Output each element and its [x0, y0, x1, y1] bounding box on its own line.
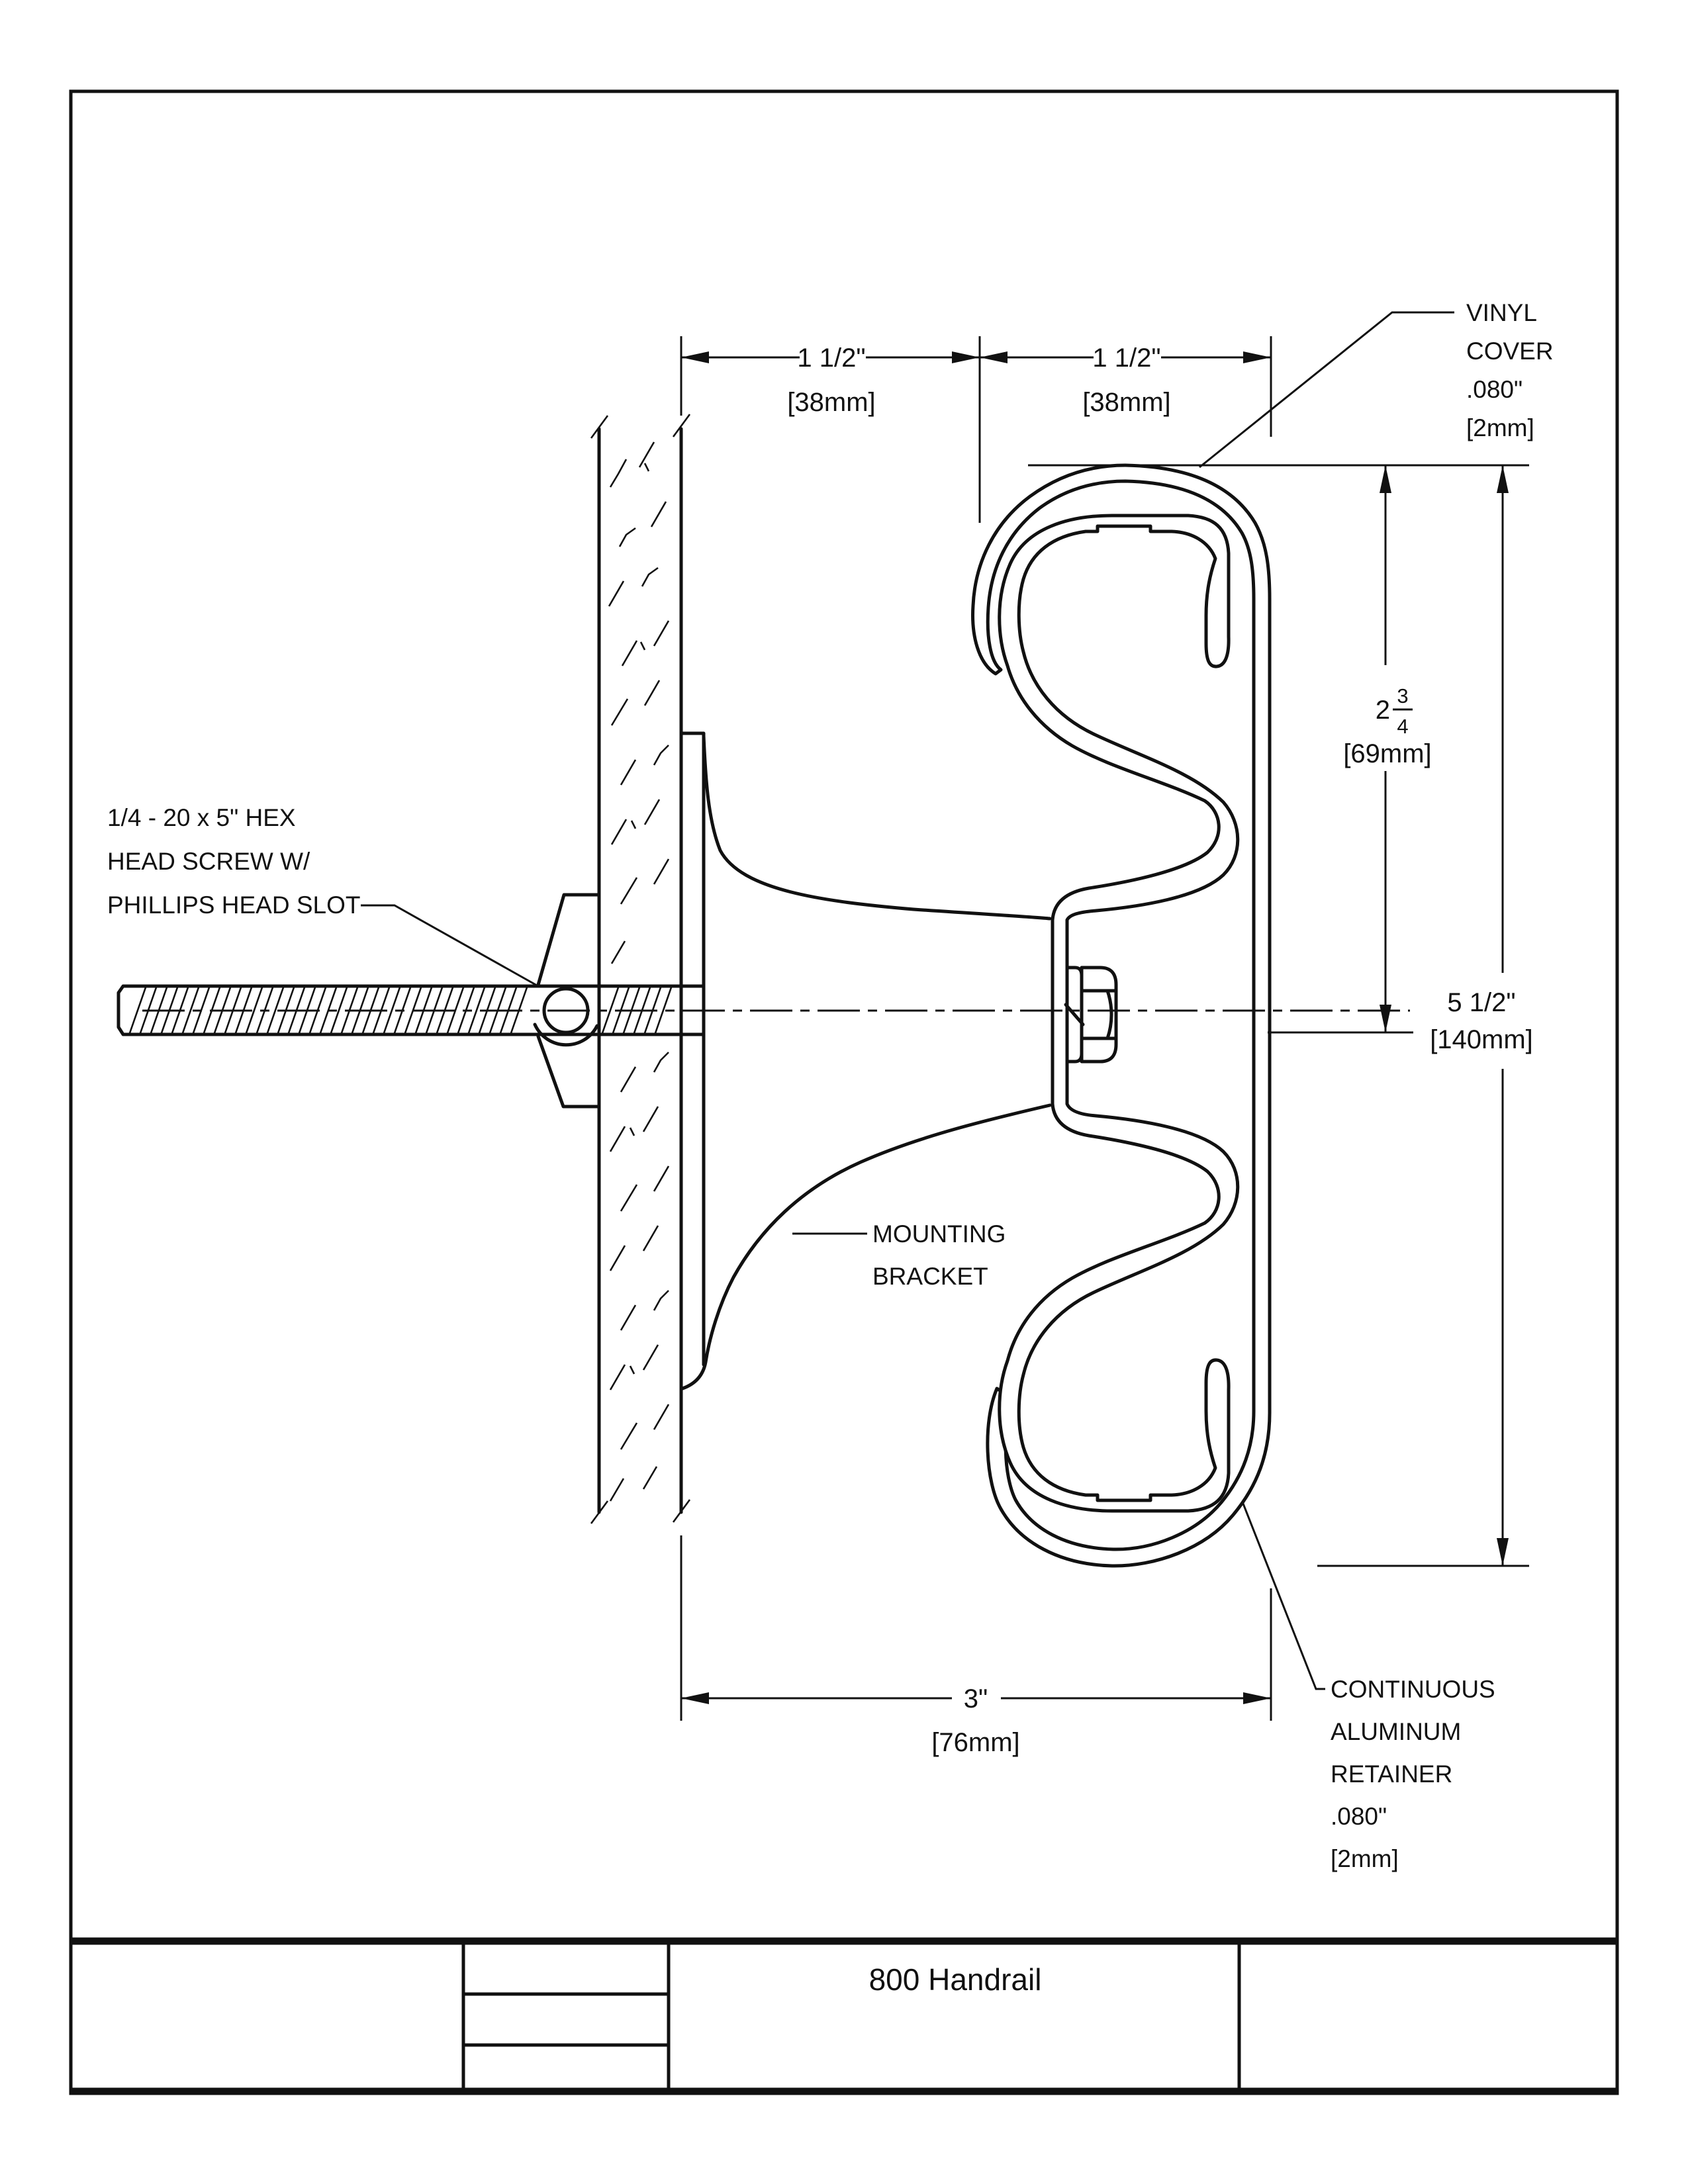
dim-bottom-width-metric: [76mm] — [931, 1728, 1020, 1757]
dim-overall-height-metric: [140mm] — [1430, 1025, 1533, 1054]
dim-arrow — [681, 351, 709, 363]
label-line: ALUMINUM — [1331, 1718, 1462, 1745]
wall-section — [591, 414, 690, 1524]
leader-vinyl-cover — [1199, 312, 1454, 467]
dim-top-left-metric: [38mm] — [787, 388, 876, 417]
dim-center-height-numerator: 3 — [1397, 684, 1409, 707]
dim-arrow — [980, 351, 1008, 363]
dim-arrow — [1497, 1538, 1509, 1566]
dim-center-height-whole: 2 — [1375, 696, 1390, 725]
drawing-title: 800 Handrail — [868, 1962, 1042, 1997]
mounting-bracket — [681, 733, 1050, 1388]
label-line: RETAINER — [1331, 1760, 1453, 1788]
label-line: BRACKET — [872, 1263, 988, 1290]
aluminum-retainer-profile — [1000, 516, 1238, 1511]
dim-overall-height-value: 5 1/2" — [1447, 988, 1516, 1017]
label-line: VINYL — [1466, 299, 1537, 326]
dim-center-height-denominator: 4 — [1397, 715, 1409, 738]
dim-arrow — [1380, 1005, 1391, 1032]
leader-aluminum-retainer — [1243, 1504, 1325, 1689]
dim-arrow — [1243, 1692, 1271, 1704]
hex-screw — [118, 895, 704, 1107]
labels — [107, 299, 1554, 1872]
dim-top-left-value: 1 1/2" — [797, 343, 866, 373]
bracket-base-plate — [681, 733, 704, 1365]
label-line: .080" — [1331, 1803, 1387, 1830]
dim-top-right-metric: [38mm] — [1082, 388, 1171, 417]
toggle-wing-anchor — [535, 895, 598, 1107]
dim-bottom-width-value: 3" — [963, 1684, 988, 1713]
leader-lines — [361, 312, 1454, 1689]
label-line: [2mm] — [1466, 414, 1534, 441]
label-line: CONTINUOUS — [1331, 1676, 1495, 1703]
leader-hex-screw — [361, 905, 538, 986]
label-aluminum-retainer — [1331, 1676, 1495, 1872]
label-mounting-bracket — [872, 1220, 1006, 1290]
dim-arrow — [681, 1692, 709, 1704]
hex-nut-assembly — [1066, 968, 1116, 1062]
bracket-top-flare — [704, 736, 1050, 919]
dim-arrow — [1243, 351, 1271, 363]
dim-arrow — [1497, 465, 1509, 493]
label-line: HEAD SCREW W/ — [107, 848, 310, 875]
dim-center-height-metric: [69mm] — [1343, 739, 1432, 768]
label-line: [2mm] — [1331, 1845, 1399, 1872]
wall-hatch-marks — [609, 442, 669, 1501]
label-line: .080" — [1466, 376, 1523, 403]
label-line: 1/4 - 20 x 5" HEX — [107, 804, 296, 831]
wall-break-marks — [591, 414, 690, 1524]
label-hex-screw — [107, 804, 360, 919]
label-line: MOUNTING — [872, 1220, 1006, 1248]
dim-center-height — [1343, 684, 1431, 768]
label-line: COVER — [1466, 338, 1554, 365]
dim-arrow — [1380, 465, 1391, 493]
dim-top-right-value: 1 1/2" — [1092, 343, 1161, 373]
label-vinyl-cover — [1466, 299, 1554, 441]
title-block — [71, 1941, 1617, 2091]
dim-arrow — [952, 351, 980, 363]
label-line: PHILLIPS HEAD SLOT — [107, 891, 361, 919]
